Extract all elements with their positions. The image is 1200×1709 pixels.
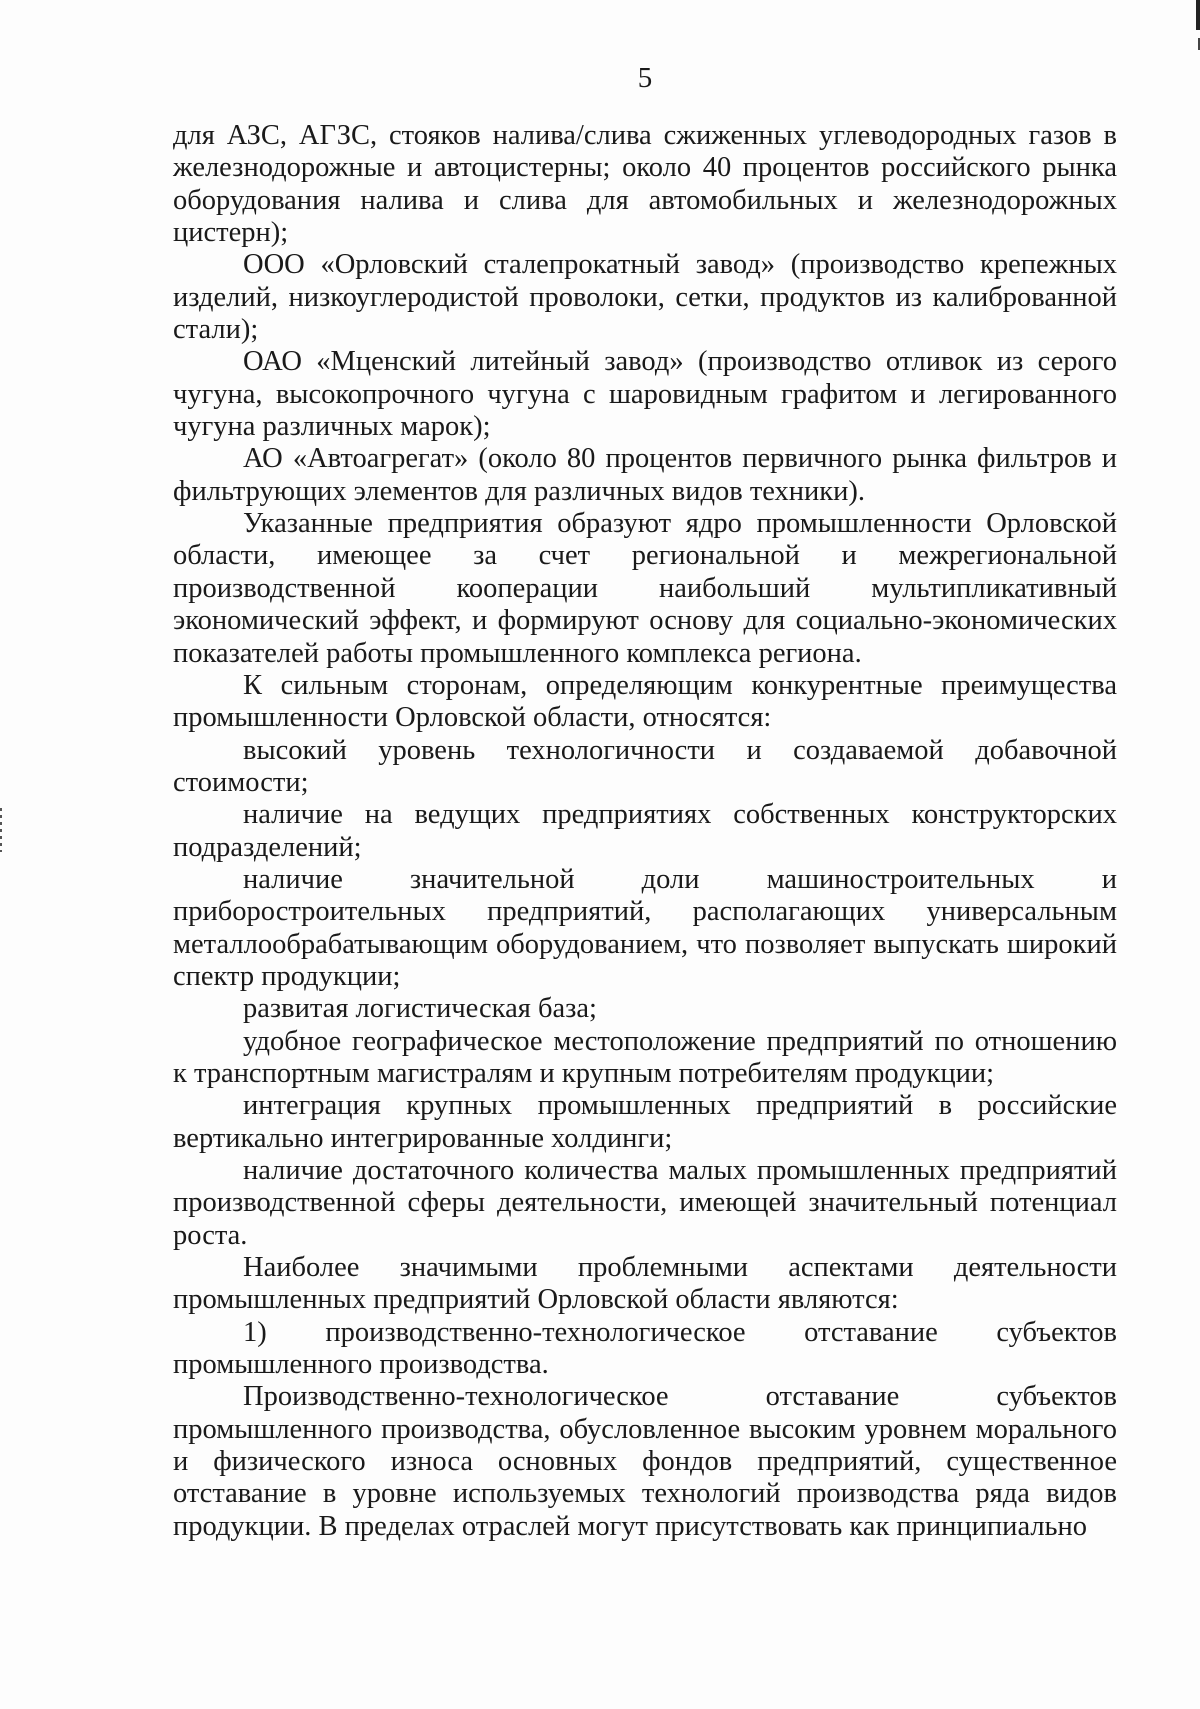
paragraph: 1) производственно-технологическое отставание субъектов промышленного производства. [173, 1316, 1117, 1381]
paragraph: высокий уровень технологичности и создаваемой добавочной стоимости; [173, 734, 1117, 798]
paragraph: интеграция крупных промышленных предприятий в российские вертикально интегрированные холдинги; [173, 1090, 1117, 1154]
paragraph: ООО «Орловский сталепрокатный завод» (производство крепежных изделий, низкоуглеродистой проволоки, сетки, продуктов из калиброванной стали); [173, 249, 1117, 346]
paragraph: ОАО «Мценский литейный завод» (производство отливок из серого чугуна, высокопрочного чугуна с шаровидным графитом и легированного чугуна различных марок); [173, 346, 1117, 443]
scan-margin-mark [0, 808, 2, 852]
paragraph: Наиболее значимыми проблемными аспектами деятельности промышленных предприятий Орловской области являются: [173, 1252, 1117, 1316]
paragraph: наличие на ведущих предприятиях собственных конструкторских подразделений; [173, 799, 1117, 863]
page-number: 5 [637, 62, 653, 94]
paragraph: АО «Автоагрегат» (около 80 процентов первичного рынка фильтров и фильтрующих элементов для различных видов техники). [173, 443, 1117, 507]
paragraph: наличие значительной доли машиностроительных и приборостроительных предприятий, располагающих универсальным металлообрабатывающим оборудованием, что позволяет выпускать широкий спектр продукции; [173, 863, 1117, 992]
paragraph: К сильным сторонам, определяющим конкурентные преимущества промышленности Орловской области, относятся: [173, 669, 1117, 734]
document-body [173, 120, 1117, 1543]
paragraph: наличие достаточного количества малых промышленных предприятий производственной сферы деятельности, имеющей значительный потенциал роста. [173, 1155, 1117, 1251]
paragraph: развитая логистическая база; [243, 993, 597, 1025]
scan-edge-mark [1196, 0, 1200, 30]
paragraph: Производственно-технологическое отставание субъектов промышленного производства, обусловленное высоким уровнем морального и физического износа основных фондов предприятий, существенное отставание в уровне используемых технологий производства ряда видов продукции. В пределах отраслей могут присутствовать как принципиально [173, 1381, 1117, 1542]
paragraph: Указанные предприятия образуют ядро промышленности Орловской области, имеющее за счет региональной и межрегиональной производственной кооперации наибольший мультипликативный экономический эффект, и формируют основу для социально-экономических показателей работы промышленного комплекса региона. [173, 508, 1117, 669]
paragraph: удобное географическое местоположение предприятий по отношению к транспортным магистралям и крупным потребителям продукции; [173, 1025, 1117, 1089]
paragraph: для АЗС, АГЗС, стояков налива/слива сжиженных углеводородных газов в железнодорожные и автоцистерны; около 40 процентов российского рынка оборудования налива и слива для автомобильных и железнодорожных цистерн); [173, 120, 1117, 249]
